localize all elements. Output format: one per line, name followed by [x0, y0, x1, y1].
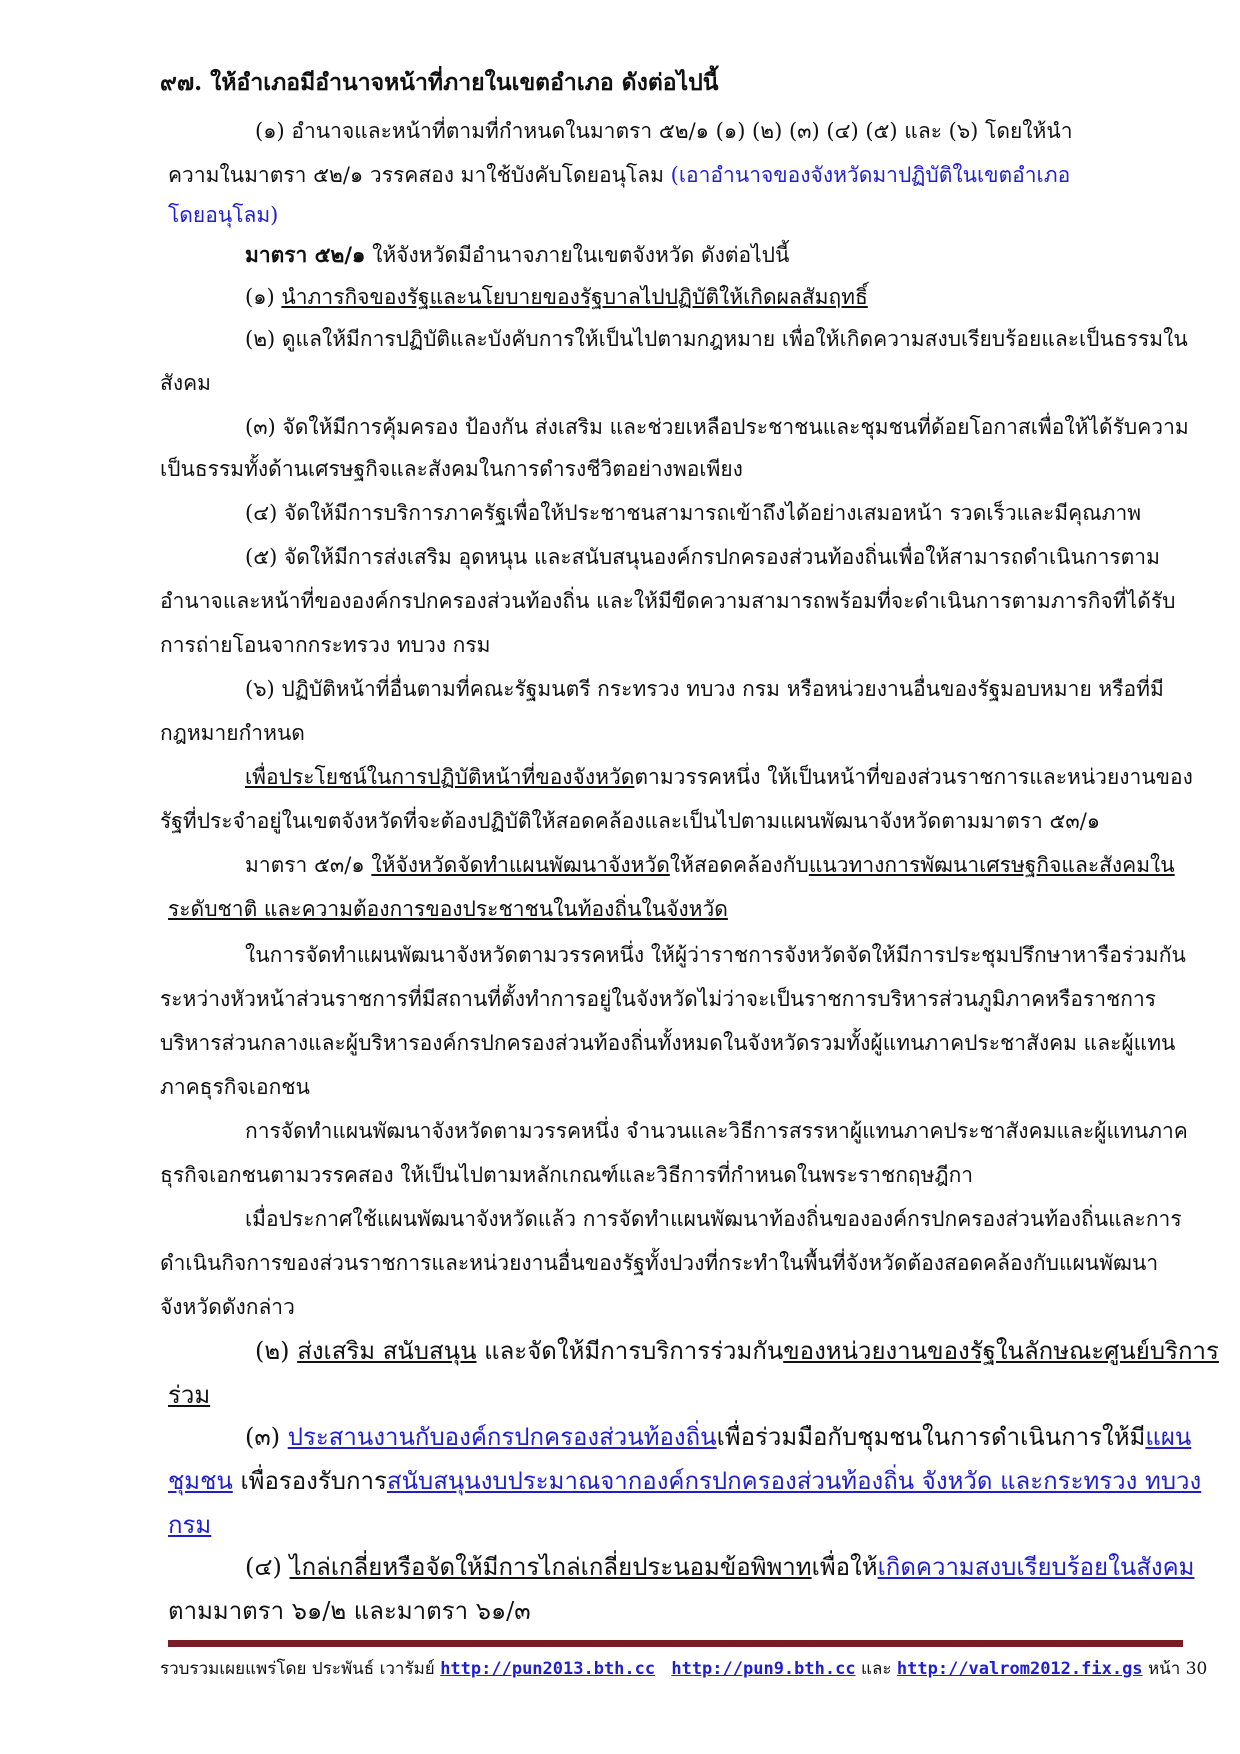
section53-q1-line3: บริหารส่วนกลางและผู้บริหารองค์กรปกครองส่วนท้องถิ่นทั้งหมดในจังหวัดรวมทั้งผู้แทนภาคประชาสังคม และผู้แทน	[160, 1031, 1176, 1055]
item3-line3: กรม	[168, 1511, 212, 1539]
item3-link-local-government: ประสานงานกับองค์กรปกครองส่วนท้องถิ่น	[287, 1423, 717, 1451]
section52-p5-line2: อำนาจและหน้าที่ขององค์กรปกครองส่วนท้องถิ่น และให้มีขีดความสามารถพร้อมที่จะดำเนินการตามภารกิจที่ได้รับ	[160, 589, 1176, 613]
section53-q2-line1: การจัดทำแผนพัฒนาจังหวัดตามวรรคหนึ่ง จำนวนและวิธีการสรรหาผู้แทนภาคประชาสังคมและผู้แทนภาค	[245, 1119, 1188, 1143]
footer-rule	[168, 1640, 1183, 1647]
section52-p6-line2: กฎหมายกำหนด	[160, 721, 305, 745]
section53-q2-line2: ธุรกิจเอกชนตามวรรคสอง ให้เป็นไปตามหลักเกณฑ์และวิธีการที่กำหนดในพระราชกฤษฎีกา	[160, 1163, 974, 1187]
item1-line3: โดยอนุโลม)	[168, 203, 279, 227]
section52-p3-line2: เป็นธรรมทั้งด้านเศรษฐกิจและสังคมในการดำรงชีวิตอย่างพอเพียง	[160, 457, 743, 481]
footer-credit: รวบรวมเผยแพร่โดย ประพันธ์ เวารัมย์	[160, 1659, 441, 1679]
section52-p5-line3: การถ่ายโอนจากกระทรวง ทบวง กรม	[160, 633, 491, 657]
footer: รวบรวมเผยแพร่โดย ประพันธ์ เวารัมย์ http://pun2013.bth.cc http://pun9.bth.cc และ http://valrom2012.fix.gs หน้า 30	[160, 1659, 1208, 1679]
item2-line1: (๒) ส่งเสริม สนับสนุน และจัดให้มีการบริการร่วมกันของหน่วยงานของรัฐในลักษณะศูนย์บริการ	[255, 1337, 1219, 1365]
section52-p2-line2: สังคม	[160, 371, 211, 395]
section53-q1-line2: ระหว่างหัวหน้าส่วนราชการที่มีสถานที่ตั้งทำการอยู่ในจังหวัดไม่ว่าจะเป็นราชการบริหารส่วนภูมิภาคหรือราชการ	[160, 987, 1157, 1011]
item2-line2: ร่วม	[168, 1381, 211, 1409]
section52-p7-line1: เพื่อประโยชน์ในการปฏิบัติหน้าที่ของจังหวัดตามวรรคหนึ่ง ให้เป็นหน้าที่ของส่วนราชการและหน่วยงานของ	[245, 765, 1193, 789]
section52-p2-line1: (๒) ดูแลให้มีการปฏิบัติและบังคับการให้เป็นไปตามกฎหมาย เพื่อให้เกิดความสงบเรียบร้อยและเป็นธรรมใน	[245, 327, 1188, 351]
item4-line2: ตามมาตรา ๖๑/๒ และมาตรา ๖๑/๓	[168, 1597, 531, 1625]
item1-line1: (๑) อำนาจและหน้าที่ตามที่กำหนดในมาตรา ๕๒/๑ (๑) (๒) (๓) (๔) (๕) และ (๖) โดยให้นำ	[255, 119, 1073, 143]
section52-p4: (๔) จัดให้มีการบริการภาครัฐเพื่อให้ประชาชนสามารถเข้าถึงได้อย่างเสมอหน้า รวดเร็วและมีคุณภาพ	[245, 501, 1142, 525]
item1-note: (เอาอำนาจของจังหวัดมาปฏิบัติในเขตอำเภอ	[670, 163, 1071, 187]
section53-q3-line1: เมื่อประกาศใช้แผนพัฒนาจังหวัดแล้ว การจัดทำแผนพัฒนาท้องถิ่นขององค์กรปกครองส่วนท้องถิ่นและการ	[245, 1207, 1182, 1231]
section53-heading: มาตรา ๕๓/๑ ให้จังหวัดจัดทำแผนพัฒนาจังหวัดให้สอดคล้องกับแนวทางการพัฒนาเศรษฐกิจและสังคมใน	[245, 853, 1175, 877]
item3-link-budget: สนับสนุนงบประมาณจากองค์กรปกครองส่วนท้องถิ่น จังหวัด และกระทรวง ทบวง	[386, 1467, 1202, 1495]
section52-p1: (๑) นำภารกิจของรัฐและนโยบายของรัฐบาลไปปฏิบัติให้เกิดผลสัมฤทธิ์	[245, 285, 868, 309]
section52-p7-line2: รัฐที่ประจำอยู่ในเขตจังหวัดที่จะต้องปฏิบัติให้สอดคล้องและเป็นไปตามแผนพัฒนาจังหวัดตามมาตรา ๕๓/๑	[160, 809, 1101, 833]
page-number: หน้า 30	[1142, 1659, 1208, 1679]
section53-line2: ระดับชาติ และความต้องการของประชาชนในท้องถิ่นในจังหวัด	[168, 897, 728, 921]
section53-q1-line1: ในการจัดทำแผนพัฒนาจังหวัดตามวรรคหนึ่ง ให้ผู้ว่าราชการจังหวัดจัดให้มีการประชุมปรึกษาหารือร่วมกัน	[245, 943, 1186, 967]
item3-line1: (๓) ประสานงานกับองค์กรปกครองส่วนท้องถิ่นเพื่อร่วมมือกับชุมชนในการดำเนินการให้มีแผน	[245, 1423, 1192, 1451]
page-title: ๙๗. ให้อำเภอมีอำนาจหน้าที่ภายในเขตอำเภอ ดังต่อไปนี้	[160, 69, 719, 96]
section53-q1-line4: ภาคธุรกิจเอกชน	[160, 1075, 310, 1099]
footer-link-3[interactable]: http://valrom2012.fix.gs	[896, 1659, 1143, 1679]
section52-heading: มาตรา ๕๒/๑ ให้จังหวัดมีอำนาจภายในเขตจังหวัด ดังต่อไปนี้	[245, 242, 790, 267]
section53-q3-line2: ดำเนินกิจการของส่วนราชการและหน่วยงานอื่นของรัฐทั้งปวงที่กระทำในพื้นที่จังหวัดต้องสอดคล้องกับแผนพัฒนา	[160, 1251, 1159, 1275]
section52-p5-line1: (๕) จัดให้มีการส่งเสริม อุดหนุน และสนับสนุนองค์กรปกครองส่วนท้องถิ่นเพื่อให้สามารถดำเนินการตาม	[245, 545, 1160, 569]
footer-link-2[interactable]: http://pun9.bth.cc	[671, 1659, 856, 1679]
item3-line2: ชุมชน เพื่อรองรับการสนับสนุนงบประมาณจากองค์กรปกครองส่วนท้องถิ่น จังหวัด และกระทรวง ทบวง	[168, 1467, 1202, 1495]
section52-p6-line1: (๖) ปฏิบัติหน้าที่อื่นตามที่คณะรัฐมนตรี กระทรวง ทบวง กรม หรือหน่วยงานอื่นของรัฐมอบหมาย หรือที่มี	[245, 677, 1164, 701]
section53-q3-line3: จังหวัดดังกล่าว	[160, 1295, 295, 1319]
footer-link-1[interactable]: http://pun2013.bth.cc	[440, 1659, 656, 1679]
section52-p3-line1: (๓) จัดให้มีการคุ้มครอง ป้องกัน ส่งเสริม และช่วยเหลือประชาชนและชุมชนที่ด้อยโอกาสเพื่อให้ได้รับความ	[245, 415, 1189, 439]
item4-line1: (๔) ไกล่เกลี่ยหรือจัดให้มีการไกล่เกลี่ยประนอมข้อพิพาทเพื่อให้เกิดความสงบเรียบร้อยในสังคม	[245, 1553, 1195, 1581]
item1-line2: ความในมาตรา ๕๒/๑ วรรคสอง มาใช้บังคับโดยอนุโลม (เอาอำนาจของจังหวัดมาปฏิบัติในเขตอำเภอ	[168, 163, 1071, 187]
